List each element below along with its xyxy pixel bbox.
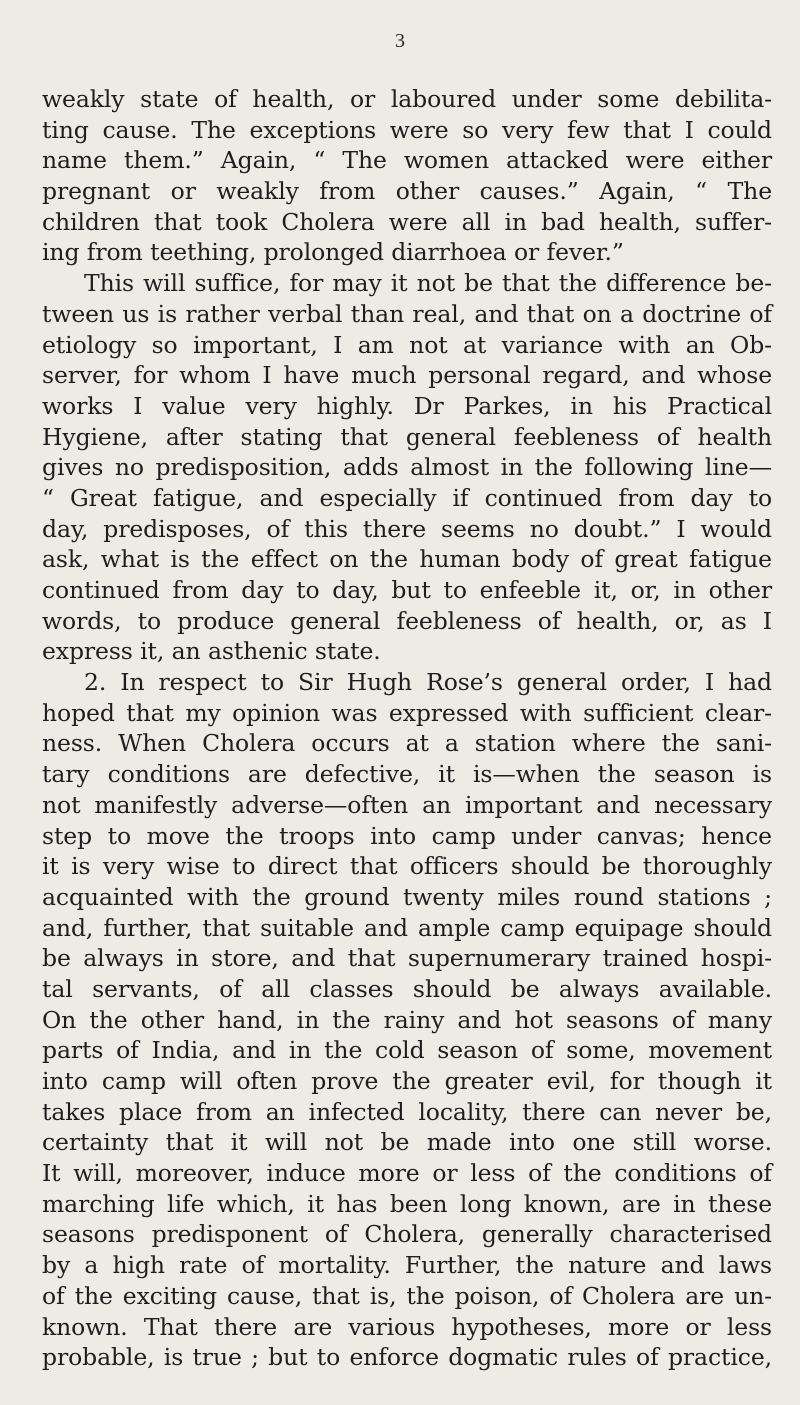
text-line: day, predisposes, of this there seems no doubt.” I would — [42, 514, 772, 543]
text-line: seasons predisponent of Cholera, generally characterised — [42, 1220, 772, 1249]
text-line: known. That there are various hypotheses, more or less — [42, 1312, 772, 1341]
text-line: probable, is true ; but to enforce dogmatic rules of practice, — [42, 1343, 772, 1372]
text-line: ting cause. The exceptions were so very few that I could — [42, 115, 772, 144]
text-line: etiology so important, I am not at variance with an Ob- — [42, 330, 772, 359]
text-line: children that took Cholera were all in bad health, suffer- — [42, 207, 772, 236]
text-line: This will suffice, for may it not be that the difference be- — [84, 269, 772, 298]
body-text — [42, 84, 772, 1373]
text-line: tween us is rather verbal than real, and that on a doctrine of — [42, 299, 772, 328]
text-line: gives no predisposition, adds almost in the following line— — [42, 453, 772, 482]
paragraph — [42, 84, 772, 268]
text-line: words, to produce general feebleness of health, or, as I — [42, 606, 772, 635]
text-line: step to move the troops into camp under canvas; hence — [42, 821, 772, 850]
text-line: On the other hand, in the rainy and hot seasons of many — [42, 1005, 772, 1034]
text-line: server, for whom I have much personal regard, and whose — [42, 361, 772, 390]
text-line: marching life which, it has been long known, are in these — [42, 1189, 772, 1218]
text-line: not manifestly adverse—often an important and necessary — [42, 790, 772, 819]
page-number: 3 — [395, 30, 405, 52]
text-line: express it, an asthenic state. — [42, 637, 381, 666]
text-line: certainty that it will not be made into one still worse. — [42, 1128, 772, 1157]
text-line: it is very wise to direct that officers should be thoroughly — [42, 852, 772, 881]
text-line: hoped that my opinion was expressed with sufficient clear- — [42, 698, 772, 727]
text-line: pregnant or weakly from other causes.” Again, “ The — [42, 177, 772, 206]
text-line: works I value very highly. Dr Parkes, in his Practical — [42, 391, 772, 420]
text-line: takes place from an infected locality, there can never be, — [42, 1097, 772, 1126]
text-line: acquainted with the ground twenty miles round stations ; — [42, 882, 772, 911]
paragraph — [42, 667, 772, 1373]
text-line: “ Great fatigue, and especially if continued from day to — [42, 483, 772, 512]
text-line: Hygiene, after stating that general feebleness of health — [42, 422, 772, 451]
text-line: of the exciting cause, that is, the poison, of Cholera are un- — [42, 1281, 772, 1310]
text-line: ness. When Cholera occurs at a station where the sani- — [42, 729, 772, 758]
text-line: and, further, that suitable and ample camp equipage should — [42, 913, 772, 942]
text-line: into camp will often prove the greater evil, for though it — [42, 1067, 772, 1095]
text-line: It will, moreover, induce more or less of the conditions of — [42, 1159, 772, 1188]
text-line: by a high rate of mortality. Further, the nature and laws — [42, 1251, 772, 1280]
text-line: name them.” Again, “ The women attacked were either — [42, 146, 772, 175]
text-line: parts of India, and in the cold season of some, movement — [42, 1036, 772, 1065]
text-line: ask, what is the effect on the human body of great fatigue — [42, 545, 772, 574]
text-line: continued from day to day, but to enfeeble it, or, in other — [42, 576, 772, 604]
text-line: tary conditions are defective, it is—when the season is — [42, 760, 772, 789]
text-line: ing from teething, prolonged diarrhoea or fever.” — [42, 238, 624, 267]
text-line: 2. In respect to Sir Hugh Rose’s general order, I had — [84, 668, 772, 697]
paragraph — [42, 268, 772, 667]
text-line: be always in store, and that supernumerary trained hospi- — [42, 944, 772, 973]
text-line: tal servants, of all classes should be always available. — [42, 974, 772, 1003]
text-line: weakly state of health, or laboured under some debilita- — [42, 85, 772, 113]
